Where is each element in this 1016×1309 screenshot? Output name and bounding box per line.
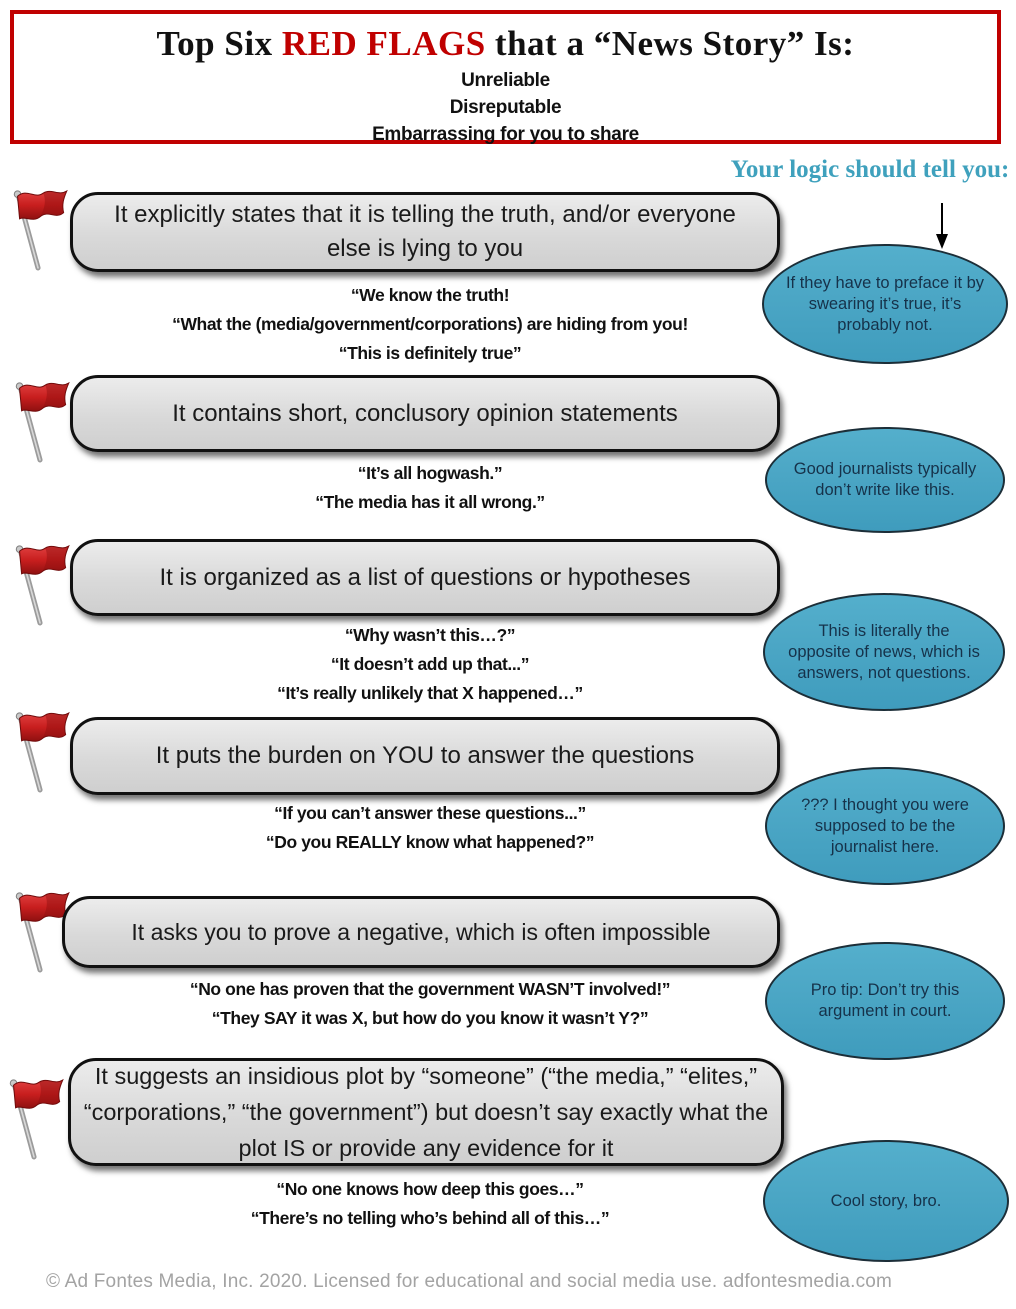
example-quotes-1 [60, 281, 800, 368]
example-line: “No one knows how deep this goes…” [276, 1179, 584, 1199]
example-quotes-6 [60, 1175, 800, 1233]
example-quotes-4 [60, 799, 800, 857]
title-suffix: that a “News Story” Is: [485, 24, 855, 63]
logic-bubble-6: Cool story, bro. [763, 1140, 1009, 1262]
subtitle-embarrassing: Embarrassing for you to share [372, 124, 639, 145]
title-banner [10, 10, 1001, 144]
example-line: “No one has proven that the government WASN’T involved!” [189, 979, 671, 999]
subtitle-list [14, 67, 997, 148]
example-line: “What the (media/government/corporations) are hiding from you! [172, 314, 688, 334]
logic-bubble-2: Good journalists typically don’t write like this. [765, 427, 1005, 533]
red-flag-statement-5: It asks you to prove a negative, which is often impossible [62, 896, 780, 968]
down-arrow-icon [934, 203, 950, 249]
title-prefix: Top Six [156, 24, 282, 63]
example-line: “If you can’t answer these questions...” [274, 803, 586, 823]
example-line: “There’s no telling who’s behind all of this…” [250, 1208, 610, 1228]
example-quotes-2 [60, 459, 800, 517]
example-line: “This is definitely true” [338, 343, 522, 363]
red-flag-icon [0, 1075, 66, 1161]
red-flag-icon [6, 541, 72, 627]
red-flag-statement-1: It explicitly states that it is telling the truth, and/or everyone else is lying to you [70, 192, 780, 272]
logic-bubble-5: Pro tip: Don’t try this argument in court. [765, 942, 1005, 1060]
example-line: “It’s really unlikely that X happened…” [277, 683, 583, 703]
red-flag-statement-4: It puts the burden on YOU to answer the questions [70, 717, 780, 795]
red-flag-statement-3: It is organized as a list of questions or hypotheses [70, 539, 780, 616]
logic-bubble-1: If they have to preface it by swearing it’s true, it’s probably not. [762, 244, 1008, 364]
example-quotes-5 [60, 975, 800, 1033]
logic-column-header: Your logic should tell you: [730, 156, 1010, 183]
red-flag-icon [6, 378, 72, 464]
example-line: “Do you REALLY know what happened?” [265, 832, 595, 852]
example-line: “The media has it all wrong.” [315, 492, 545, 512]
example-line: “It’s all hogwash.” [357, 463, 503, 483]
logic-bubble-3: This is literally the opposite of news, which is answers, not questions. [763, 593, 1005, 711]
title-red-flags: RED FLAGS [281, 24, 486, 63]
example-quotes-3 [60, 621, 800, 708]
subtitle-disreputable: Disreputable [449, 97, 562, 118]
example-line: “We know the truth! [350, 285, 510, 305]
example-line: “It doesn’t add up that...” [330, 654, 530, 674]
red-flag-statement-6: It suggests an insidious plot by “someone” (“the media,” “elites,” “corporations,” “the government”) but doesn’t say exactly what the plot IS or provide any evidence for it [68, 1058, 784, 1166]
example-line: “They SAY it was X, but how do you know it wasn’t Y?” [211, 1008, 649, 1028]
logic-bubble-4: ??? I thought you were supposed to be the journalist here. [765, 767, 1005, 885]
red-flag-icon [4, 186, 70, 272]
subtitle-unreliable: Unreliable [461, 70, 550, 91]
red-flag-icon [6, 708, 72, 794]
red-flag-statement-2: It contains short, conclusory opinion statements [70, 375, 780, 452]
example-line: “Why wasn’t this…?” [344, 625, 516, 645]
page-title [14, 24, 997, 64]
copyright-footer: © Ad Fontes Media, Inc. 2020. Licensed for educational and social media use. adfontesmedia.com [46, 1271, 893, 1292]
